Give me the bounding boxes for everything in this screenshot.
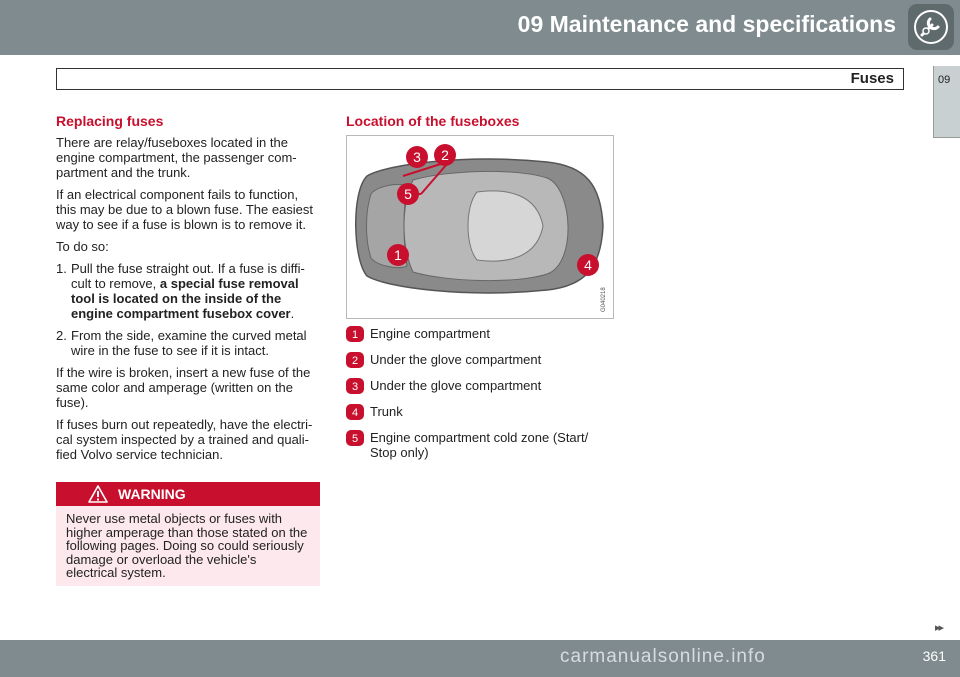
- callout-badge-icon: [346, 404, 364, 420]
- callout-5: 5: [404, 186, 412, 202]
- callout-badge-icon: [346, 352, 364, 368]
- wrench-gear-icon: [908, 4, 954, 50]
- replacing-fuses-body: [56, 135, 320, 469]
- paragraph: If fuses burn out repeatedly, have the electri-cal system inspected by a trained and quali-fied Volvo service technician.: [56, 417, 313, 462]
- step-end: .: [290, 306, 295, 321]
- callout-badge-icon: [346, 430, 364, 446]
- paragraph: If an electrical component fails to function, this may be due to a blown fuse. The easiest way to see if a fuse is blown is to remove it.: [56, 187, 314, 232]
- list-item: [56, 328, 320, 358]
- section-bar: [56, 68, 904, 90]
- legend-text: Engine compartment: [370, 326, 490, 341]
- chapter-header: [0, 0, 960, 55]
- section-title: Fuses: [850, 70, 894, 87]
- page-footer: [0, 640, 960, 677]
- warning-triangle-icon: [88, 485, 108, 508]
- legend-text: Under the glove compartment: [370, 352, 542, 367]
- car-top-view-illustration: [347, 136, 613, 318]
- fusebox-location-figure: [346, 135, 614, 319]
- steps-list: [56, 261, 320, 358]
- legend-text: Engine compartment cold zone (Start/ Stop only): [370, 430, 589, 460]
- chapter-title: 09 Maintenance and specifications: [517, 11, 896, 37]
- step-number: 1.: [56, 261, 67, 276]
- svg-text:3: 3: [351, 381, 359, 393]
- warning-title: WARNING: [118, 486, 186, 502]
- replacing-fuses-heading: Replacing fuses: [56, 113, 164, 129]
- legend-text: Under the glove compartment: [370, 378, 542, 393]
- paragraph: To do so:: [56, 239, 109, 254]
- svg-text:4: 4: [351, 407, 359, 419]
- step-text: From the side, examine the curved metal wire in the fuse to see if it is intact.: [71, 328, 307, 358]
- callout-4: 4: [584, 257, 592, 273]
- chapter-tab-label: 09: [938, 74, 951, 86]
- callout-badge-icon: [346, 326, 364, 342]
- callout-2: 2: [441, 147, 449, 163]
- figure-code: G040218: [601, 287, 607, 312]
- step-text: Pull the fuse straight out. If a fuse is diffi-cult to remove,: [71, 261, 305, 291]
- callout-1: 1: [394, 247, 402, 263]
- next-page-arrows-icon[interactable]: ▸▸: [934, 622, 942, 634]
- warning-text: Never use metal objects or fuses with higher amperage than those stated on the following pages. Doing so could seriously damage or overload the vehicle's electrical system.: [66, 511, 308, 580]
- svg-text:1: 1: [351, 329, 359, 341]
- paragraph: If the wire is broken, insert a new fuse of the same color and amperage (written on the fuse).: [56, 365, 311, 410]
- warning-header: [56, 482, 320, 506]
- callout-badge-icon: [346, 378, 364, 394]
- location-heading: Location of the fuseboxes: [346, 113, 520, 129]
- svg-text:2: 2: [351, 355, 359, 367]
- svg-text:5: 5: [351, 433, 359, 445]
- callout-3: 3: [413, 149, 421, 165]
- step-bold-text: a special fuse removal tool is located on the inside of the engine compartment fusebox cover: [71, 276, 299, 321]
- watermark: carmanualsonline.info: [560, 646, 766, 667]
- page-number: 361: [922, 648, 946, 664]
- chapter-tab[interactable]: [933, 66, 960, 138]
- warning-box: [56, 482, 320, 586]
- paragraph: There are relay/fuseboxes located in the engine compartment, the passenger com-partment and the trunk.: [56, 135, 297, 180]
- list-item: [56, 261, 320, 321]
- legend-text: Trunk: [370, 404, 403, 419]
- step-number: 2.: [56, 328, 67, 343]
